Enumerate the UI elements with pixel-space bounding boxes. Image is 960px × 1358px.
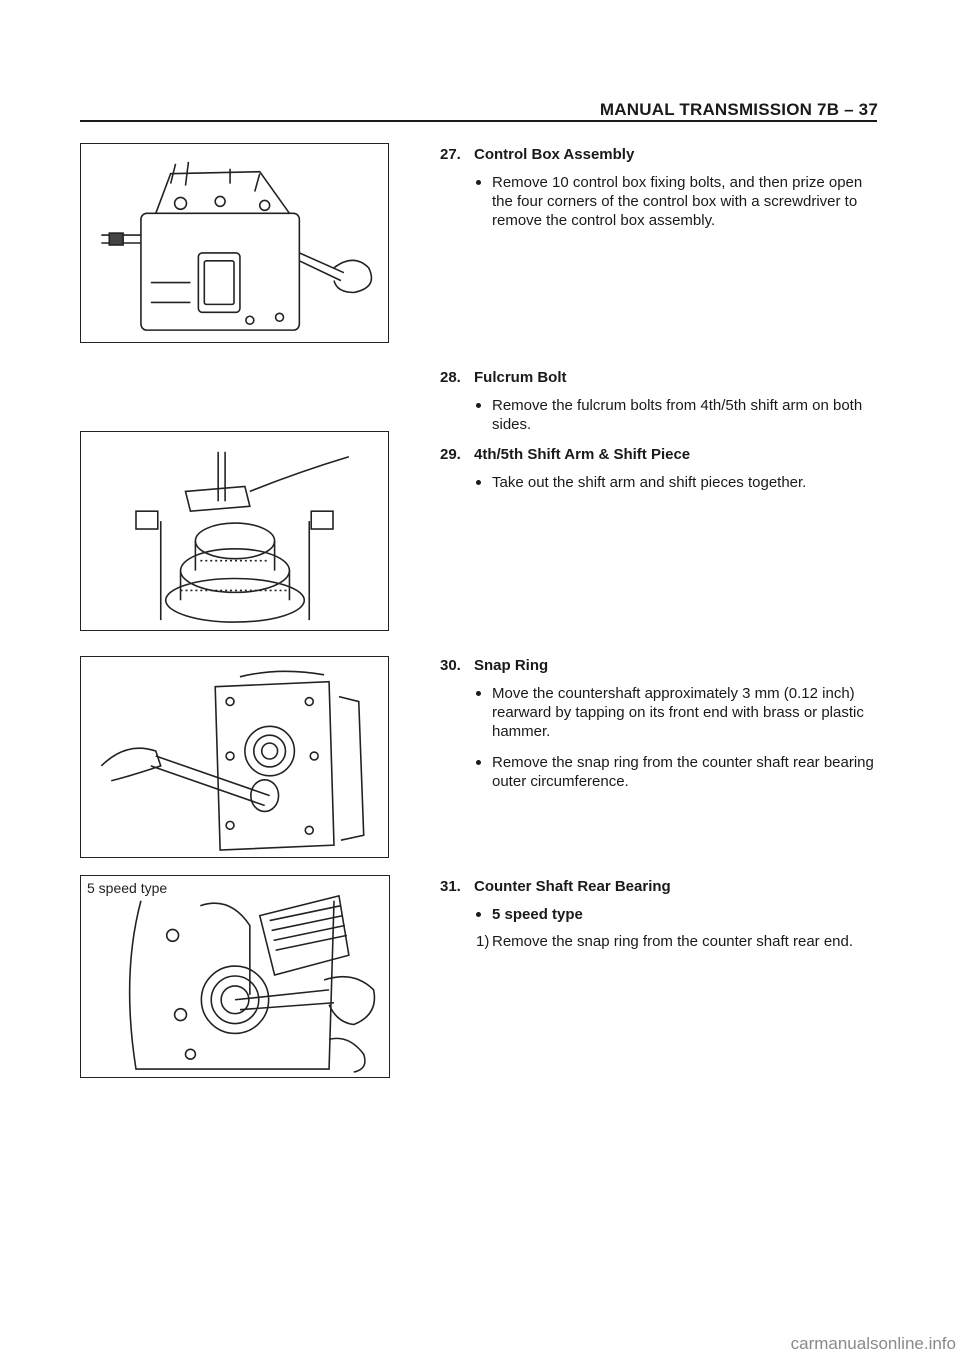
step-bullet: 5 speed type xyxy=(476,905,880,924)
step-title-text: Counter Shaft Rear Bearing xyxy=(474,878,671,895)
step-number: 31. xyxy=(440,878,461,895)
figure-counter-shaft-bearing xyxy=(80,875,390,1078)
step-title xyxy=(440,369,880,386)
step-title xyxy=(440,146,880,163)
step-bullet: Move the countershaft approximately 3 mm (0.12 inch) rearward by tapping on its front end with brass or plastic hammer. xyxy=(476,684,880,741)
step-substep xyxy=(476,932,880,951)
figure-caption: 5 speed type xyxy=(87,880,168,896)
shift-arm-illustration xyxy=(81,432,388,630)
step-29 xyxy=(440,446,880,492)
step-bullet: Remove the snap ring from the counter shaft rear bearing outer circumference. xyxy=(476,753,880,791)
substep-mark: 1) xyxy=(476,933,490,950)
step-31 xyxy=(440,878,880,951)
step-title xyxy=(440,878,880,895)
step-30 xyxy=(440,657,880,791)
step-number: 28. xyxy=(440,369,461,386)
step-bullet: Remove the fulcrum bolts from 4th/5th shift arm on both sides. xyxy=(476,396,880,434)
step-number: 29. xyxy=(440,446,461,463)
step-title-text: 4th/5th Shift Arm & Shift Piece xyxy=(474,446,691,463)
watermark: carmanualsonline.info xyxy=(790,1334,956,1353)
step-number: 30. xyxy=(440,657,461,674)
step-title-text: Fulcrum Bolt xyxy=(474,369,567,386)
counter-shaft-illustration xyxy=(81,876,389,1077)
step-bullet: Remove 10 control box fixing bolts, and then prize open the four corners of the control box with a screwdriver to remove the control box assembly. xyxy=(476,173,880,230)
control-box-illustration xyxy=(81,144,388,342)
figure-shift-arm xyxy=(80,431,389,631)
step-bullet: Take out the shift arm and shift pieces together. xyxy=(476,473,880,492)
page-header-title: MANUAL TRANSMISSION 7B – 37 xyxy=(599,100,878,119)
substep-text: Remove the snap ring from the counter shaft rear end. xyxy=(492,933,854,950)
step-27 xyxy=(440,146,880,230)
step-28 xyxy=(440,369,880,434)
step-title xyxy=(440,657,880,674)
snap-ring-illustration xyxy=(81,657,388,857)
step-number: 27. xyxy=(440,146,461,163)
header-rule xyxy=(80,120,877,122)
step-title-text: Snap Ring xyxy=(474,657,549,674)
step-title xyxy=(440,446,880,463)
figure-control-box xyxy=(80,143,389,343)
figure-snap-ring xyxy=(80,656,389,858)
step-title-text: Control Box Assembly xyxy=(474,146,635,163)
